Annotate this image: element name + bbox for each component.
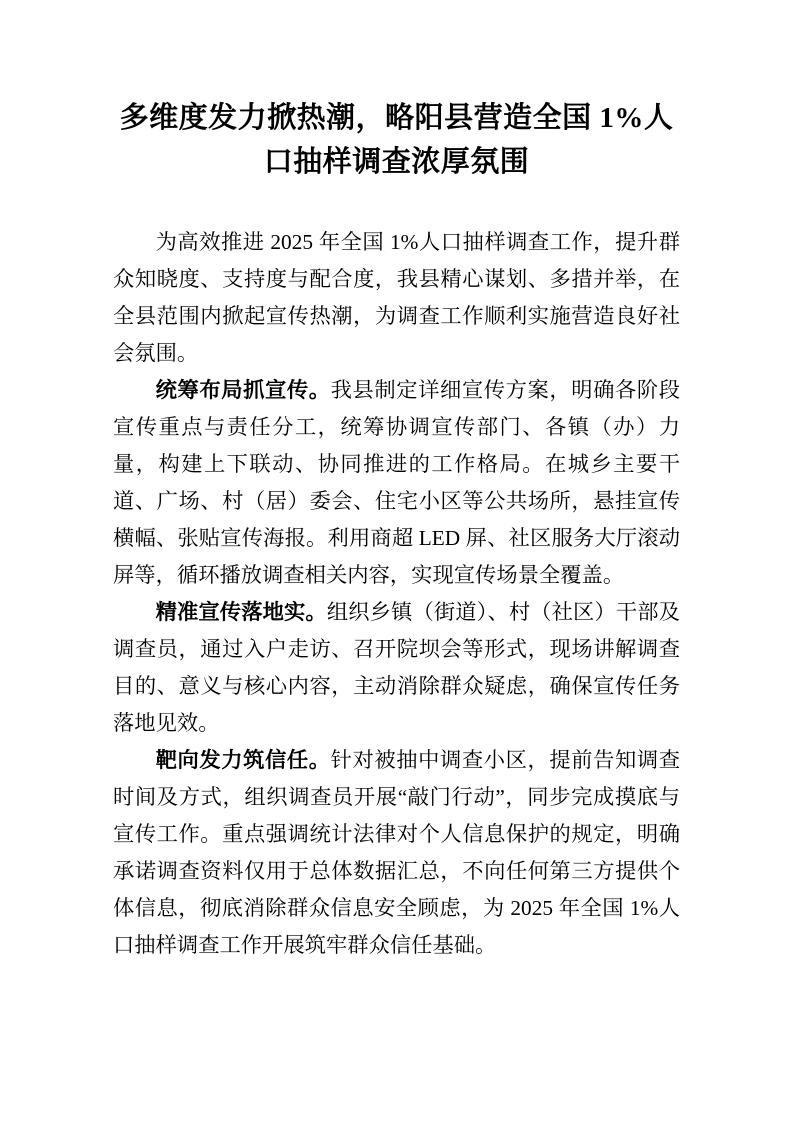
paragraph-text: 组织乡镇（街道）、村（社区）干部及调查员，通过入户走访、召开院坝会等形式，现场讲解调查目的、意义与核心内容，主动消除群众疑虑，确保宣传任务落地见效。 xyxy=(113,600,680,735)
paragraph-targeted-trust xyxy=(113,742,680,964)
paragraph-overall-planning xyxy=(113,372,680,594)
paragraph-text: 为高效推进 2025 年全国 1%人口抽样调查工作，提升群众知晓度、支持度与配合度，我县精心谋划、多措并举，在全县范围内掀起宣传热潮，为调查工作顺利实施营造良好社会氛围。 xyxy=(113,230,680,365)
paragraph-lead: 统筹布局抓宣传。 xyxy=(155,378,331,402)
document-body xyxy=(113,224,680,964)
paragraph-text: 我县制定详细宣传方案，明确各阶段宣传重点与责任分工，统筹协调宣传部门、各镇（办）力量，构建上下联动、协同推进的工作格局。在城乡主要干道、广场、村（居）委会、住宅小区等公共场所，悬挂宣传横幅、张贴宣传海报。利用商超 LED 屏、社区服务大厅滚动屏等，循环播放调查相关内容，实现宣传场景全覆盖。 xyxy=(113,378,680,587)
paragraph-text: 针对被抽中调查小区，提前告知调查时间及方式，组织调查员开展“敲门行动”，同步完成摸底与宣传工作。重点强调统计法律对个人信息保护的规定，明确承诺调查资料仅用于总体数据汇总，不向任何第三方提供个体信息，彻底消除群众信息安全顾虑，为 2025 年全国 1%人口抽样调查工作开展筑牢群众信任基础。 xyxy=(113,748,680,957)
paragraph-lead: 精准宣传落地实。 xyxy=(155,600,327,624)
paragraph-lead: 靶向发力筑信任。 xyxy=(155,748,331,772)
paragraph-precise-publicity xyxy=(113,594,680,742)
paragraph-intro xyxy=(113,224,680,372)
document-title: 多维度发力掀热潮，略阳县营造全国 1%人口抽样调查浓厚氛围 xyxy=(119,102,674,178)
